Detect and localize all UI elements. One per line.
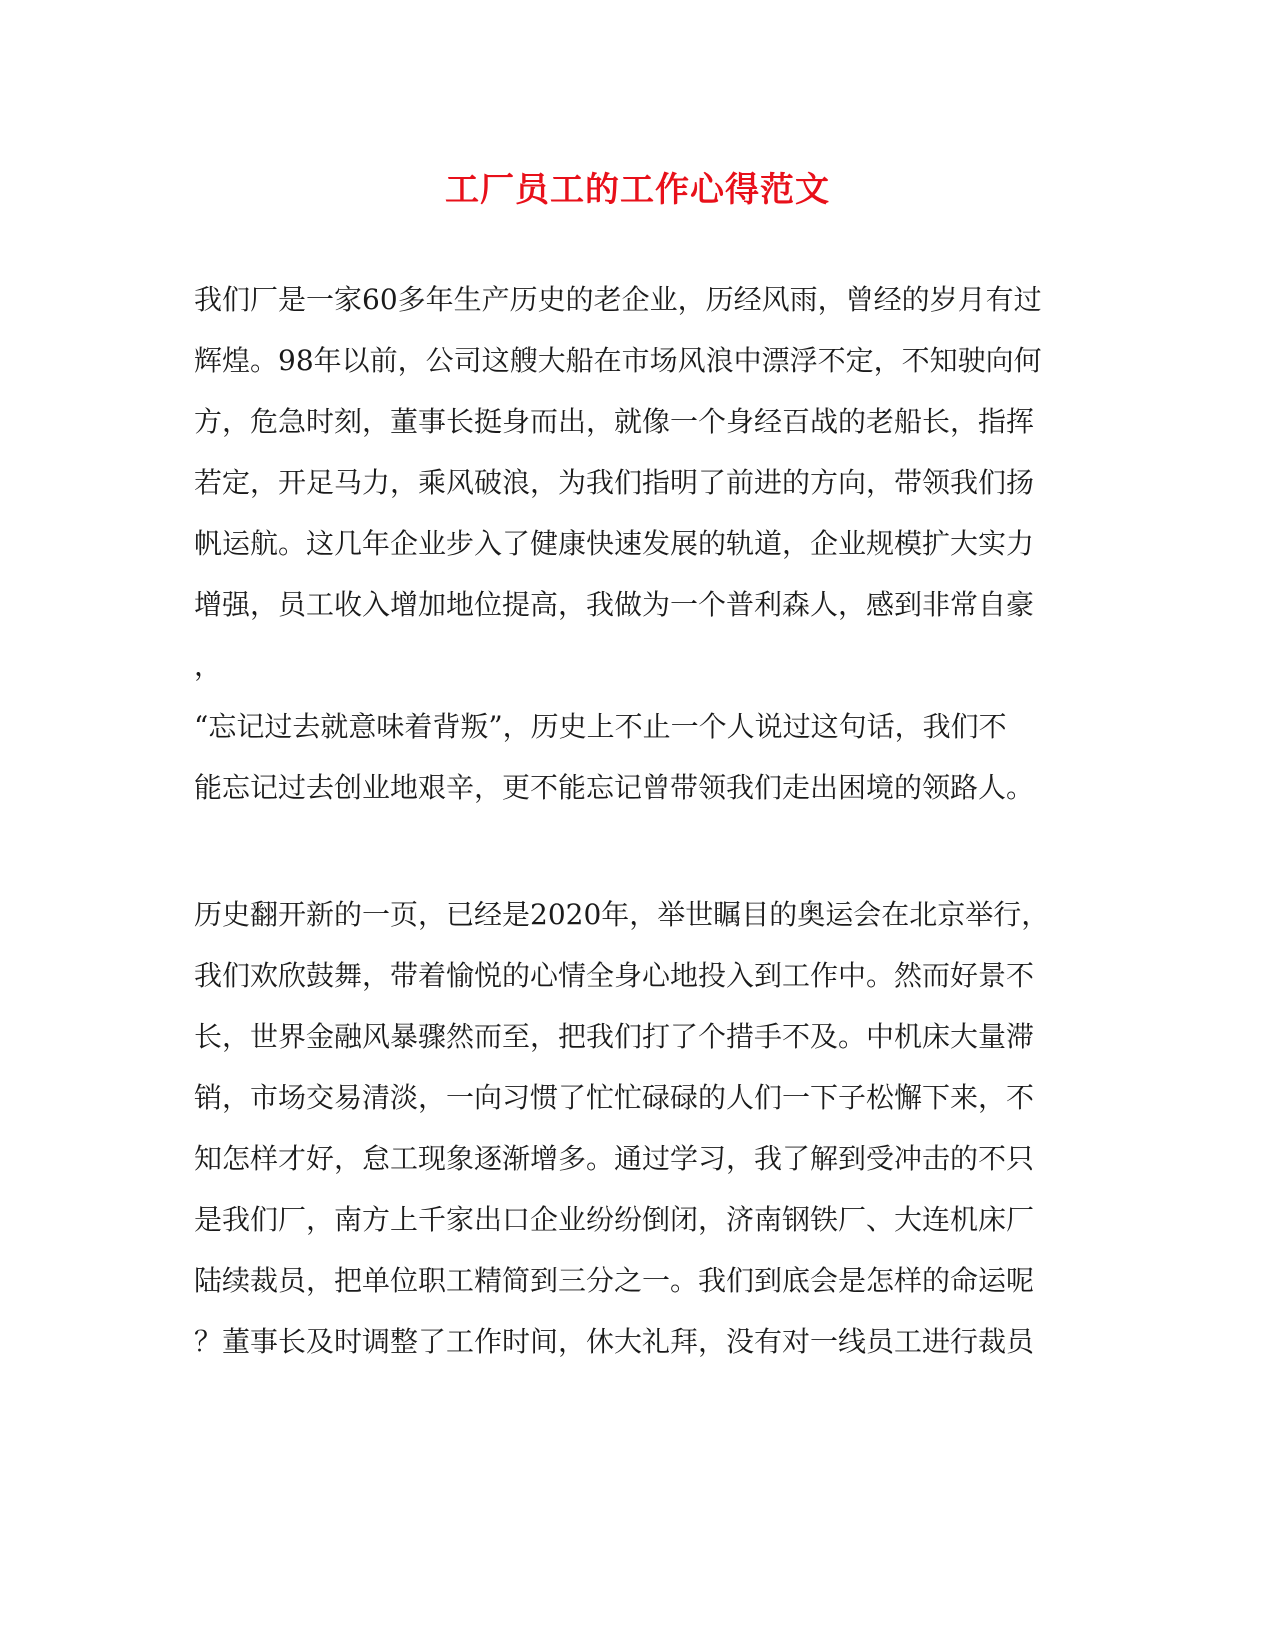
- paragraph-line: ？董事长及时调整了工作时间，休大礼拜，没有对一线员工进行裁员: [194, 1325, 1035, 1358]
- paragraph-line: 销，市场交易清淡，一向习惯了忙忙碌碌的人们一下子松懈下来，不: [194, 1081, 1035, 1114]
- paragraph-line: 我们厂是一家60多年生产历史的老企业，历经风雨，曾经的岁月有过: [194, 283, 1042, 316]
- document-title: 工厂员工的工作心得范文: [445, 170, 830, 210]
- paragraph-line: 长，世界金融风暴骤然而至，把我们打了个措手不及。中机床大量滞: [194, 1020, 1035, 1053]
- paragraph-line: 历史翻开新的一页，已经是2020年，举世瞩目的奥运会在北京举行，: [194, 898, 1050, 931]
- paragraph-line: ，: [194, 649, 223, 682]
- paragraph-line: 增强，员工收入增加地位提高，我做为一个普利森人，感到非常自豪: [194, 588, 1035, 621]
- paragraph-line: 我们欢欣鼓舞，带着愉悦的心情全身心地投入到工作中。然而好景不: [194, 959, 1035, 992]
- paragraph-line: 能忘记过去创业地艰辛，更不能忘记曾带领我们走出困境的领路人。: [194, 771, 1035, 804]
- paragraph-line: 知怎样才好，怠工现象逐渐增多。通过学习，我了解到受冲击的不只: [194, 1142, 1035, 1175]
- paragraph-line: 陆续裁员，把单位职工精简到三分之一。我们到底会是怎样的命运呢: [194, 1264, 1035, 1297]
- paragraph-line: 辉煌。98年以前，公司这艘大船在市场风浪中漂浮不定，不知驶向何: [194, 344, 1042, 377]
- paragraph-line: “忘记过去就意味着背叛”，历史上不止一个人说过这句话，我们不: [194, 710, 1007, 743]
- paragraph-line: 帆运航。这几年企业步入了健康快速发展的轨道，企业规模扩大实力: [194, 527, 1035, 560]
- paragraph-line: 是我们厂，南方上千家出口企业纷纷倒闭，济南钢铁厂、大连机床厂: [194, 1203, 1035, 1236]
- paragraph-line: 方，危急时刻，董事长挺身而出，就像一个身经百战的老船长，指挥: [194, 405, 1035, 438]
- paragraph-line: 若定，开足马力，乘风破浪，为我们指明了前进的方向，带领我们扬: [194, 466, 1035, 499]
